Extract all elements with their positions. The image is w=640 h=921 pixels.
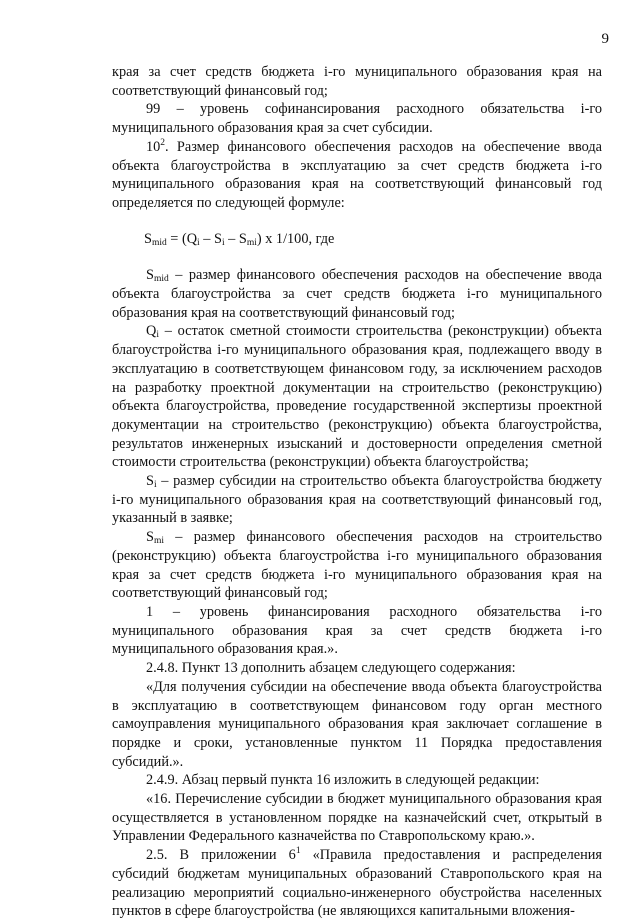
definition-smid: $S_{mid}$ – размер финансового обеспечения расходов на обеспечение ввода объекта благоустройства за счет средств бюджета i-го муниципального образования края на соответствующий финансовый год; — [112, 267, 602, 321]
paragraph-2-5: 2.5. В приложении $6^1$ «Правила предоставления и распределения субсидий бюджетам муниципальных образований Ставропольского края на реализацию мероприятий социально-инженерного обустройства населенных пунктов в сфере благоустройства (не являющихся капитальными вложения- — [112, 846, 603, 920]
paragraph-2-4-8: 2.4.8. Пункт 13 дополнить абзацем следующего содержания: — [146, 660, 516, 677]
clause-number: 10 — [146, 138, 161, 155]
paragraph-cofinancing-level: 99 – уровень софинансирования расходного обязательства i-го муниципального образования края за счет субсидии. — [112, 101, 602, 137]
paragraph-2-4-9-quote: «16. Перечисление субсидии в бюджет муниципального образования края осуществляется в установленном порядке на казначейский счет, открытый в Управлении Федерального казначейства по Ставропольскому краю.». — [112, 791, 602, 845]
clause-superscript: 2 — [160, 137, 166, 148]
paragraph-continuation: края за счет средств бюджета i-го муниципального образования края на соответствующий финансовый год; — [112, 64, 602, 99]
page-number: 9 — [601, 31, 609, 47]
definition-si: $S_i$ – размер субсидии на строительство объекта благоустройства бюджету i-го муниципального образования края на соответствующий финансовый год, указанный в заявке; — [112, 473, 602, 527]
paragraph-10-2 — [112, 138, 602, 213]
paragraph-2-4-9: 2.4.9. Абзац первый пункта 16 изложить в следующей редакции: — [146, 772, 540, 789]
clause-text: . Размер финансового обеспечения расходов на обеспечение ввода объекта благоустройства в эксплуатацию за счет средств бюджета i-го муниципального образования края на соответствующий финансовый год определяется по следующей формуле: — [112, 138, 602, 211]
paragraph-2-4-8-quote: «Для получения субсидии на обеспечение ввода объекта благоустройства в эксплуатацию в соответствующем финансовом году орган местного самоуправления муниципального образования края заключает соглашение в порядке и сроки, установленные пунктом 11 Порядка предоставления субсидий.». — [112, 678, 602, 770]
formula: $S_{mid} = (Q_i - S_i - S_{mi})$ x 1/100, где — [144, 230, 335, 248]
definition-qi: $Q_i$ – остаток сметной стоимости строительства (реконструкции) объекта благоустройства i-го муниципального образования края, подлежащего вводу в эксплуатацию в соответствующем финансовом году, за исключением расходов на разработку проектной документации на строительство (реконструкцию) объекта благоустройства, проведение государственной экспертизы проектной документации на строительство (реконструкцию) объекта благоустройства, результатов инженерных изысканий и достоверности определения сметной стоимости строительства (реконструкции) объекта благоустройства; — [112, 323, 602, 471]
document-body — [112, 63, 602, 921]
definition-smi: $S_{mi}$ – размер финансового обеспечения расходов на строительство (реконструкцию) объекта благоустройства i-го муниципального образования края за счет средств бюджета i-го муниципального образования края на соответствующий финансовый год; — [112, 529, 602, 602]
definition-one: 1 – уровень финансирования расходного обязательства i-го муниципального образования края за счет средств бюджета i-го муниципального образования края.». — [112, 603, 602, 658]
